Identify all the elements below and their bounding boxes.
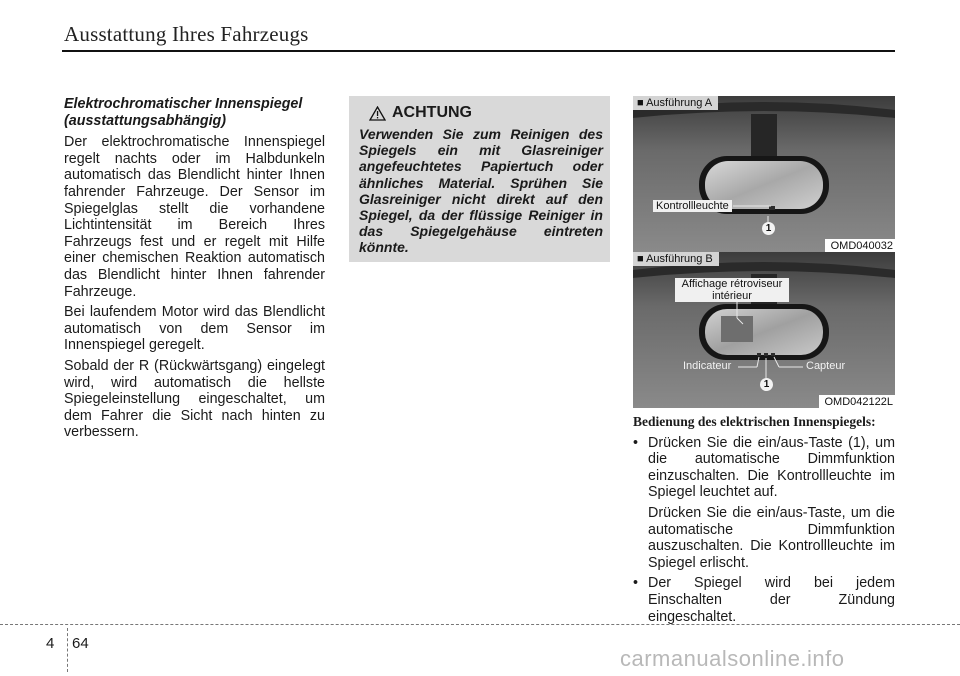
- section-title: Elektrochromatischer Innenspiegel (ausstattungsabhängig): [64, 96, 303, 129]
- left-column: [64, 96, 325, 445]
- warning-title: ACHTUNG: [392, 104, 472, 121]
- figure-variant-a: [633, 96, 895, 252]
- callout-capteur: Capteur: [806, 360, 846, 372]
- watermark: carmanualsonline.info: [620, 646, 845, 671]
- warning-triangle-icon: [369, 106, 386, 121]
- footer-rule: [0, 624, 960, 625]
- chapter-number: 4: [46, 635, 55, 652]
- badge-1-b: 1: [760, 378, 773, 391]
- warning-box: [349, 96, 610, 262]
- page-number: 64: [72, 635, 89, 652]
- figure-variant-b: [633, 252, 895, 408]
- warning-body: Verwenden Sie zum Reinigen des Spiegels ein mit Glasreiniger angefeuchtetes Papiertuch oder ähnliches Material. Sprühen Sie Glasreiniger nicht direkt auf den Spiegel, da der flüssige Reiniger in das Spiegelgehäuse eintreten könnte.: [359, 126, 603, 256]
- footer-divider: [67, 628, 68, 672]
- figure-b-tag: ■ Ausführung B: [633, 252, 719, 266]
- badge-1-a: 1: [762, 222, 775, 235]
- instruction-2: Der Spiegel wird bei jedem Einschalten der Zündung eingeschaltet.: [648, 575, 895, 625]
- callout-indicateur: Indicateur: [683, 360, 732, 372]
- page-header-title: Ausstattung Ihres Fahrzeugs: [64, 22, 309, 46]
- bullet-icon: •: [633, 434, 639, 451]
- bullet-icon: •: [633, 575, 639, 592]
- callout-kontrollleuchte: Kontrollleuchte: [653, 200, 732, 212]
- instructions-list: [633, 435, 895, 626]
- instructions-section: [633, 414, 895, 629]
- instruction-1-paragraph-2: Drücken Sie die ein/aus-Taste, um die automatische Dimmfunktion auszuschalten. Die Kontrollleuchte im Spiegel erlischt.: [648, 504, 895, 571]
- list-item: [633, 575, 895, 625]
- warning-header: [369, 104, 472, 122]
- instruction-1-paragraph-1: Drücken Sie die ein/aus-Taste (1), um die automatische Dimmfunktion einzuschalten. Die Kontrollleuchte im Spiegel leuchtet auf.: [648, 434, 895, 501]
- figure-a-tag: ■ Ausführung A: [633, 96, 718, 110]
- header-rule: [62, 50, 895, 52]
- paragraph-2: Bei laufendem Motor wird das Blendlicht automatisch von dem Sensor im Innenspiegel geregelt.: [64, 304, 325, 354]
- list-item: [633, 435, 895, 572]
- instructions-title: Bedienung des elektrischen Innenspiegels:: [633, 414, 876, 429]
- paragraph-1: Der elektrochromatische Innenspiegel regelt nachts oder im Halbdunkeln automatisch das Blendlicht hinter Ihnen fahrender Fahrzeuge. Der Sensor im Spiegelglas stellt die vorhandene Lichtintensität im Bereich Ihres Fahrzeugs fest und er regelt mit Hilfe einer chemischen Reaktion automatisch das Blendlicht hinter Ihnen fahrender Fahrzeuge.: [64, 134, 325, 300]
- callout-affichage-retroviseur: Affichage rétroviseur intérieur: [675, 278, 789, 302]
- figure-a-code: OMD040032: [825, 239, 895, 252]
- figure-b-code: OMD042122L: [819, 395, 896, 408]
- paragraph-3: Sobald der R (Rückwärtsgang) eingelegt wird, wird automatisch die hellste Spiegeleinstellung eingeschaltet, um dem Fahrer die Sicht nach hinten zu verbessern.: [64, 357, 325, 441]
